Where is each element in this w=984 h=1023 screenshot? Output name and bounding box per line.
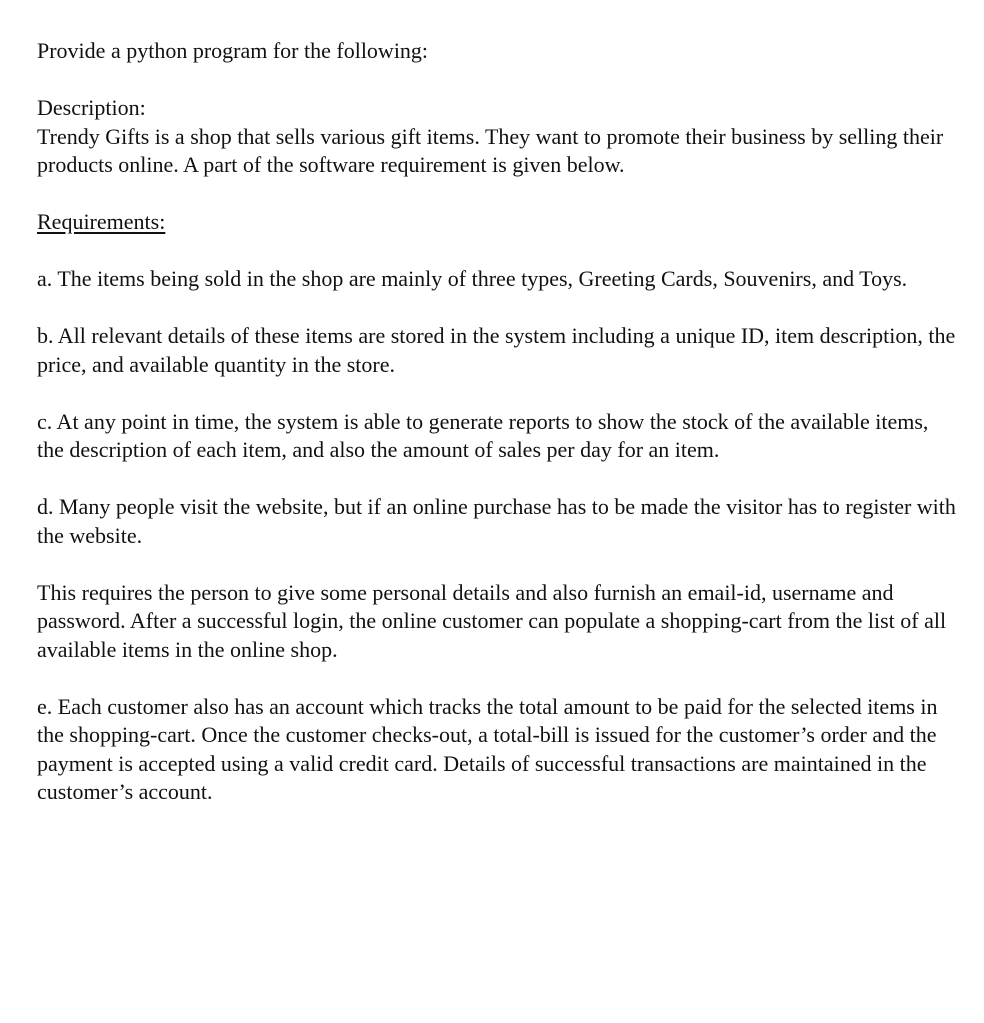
document-body bbox=[37, 37, 957, 835]
description-heading: Description: bbox=[37, 95, 146, 120]
requirement-d: d. Many people visit the website, but if an online purchase has to be made the visitor has to register with the website. bbox=[37, 494, 956, 548]
requirement-a: a. The items being sold in the shop are mainly of three types, Greeting Cards, Souvenirs, and Toys. bbox=[37, 266, 908, 291]
requirement-e: e. Each customer also has an account which tracks the total amount to be paid for the selected items in the shopping-cart. Once the customer checks-out, a total-bill is issued for the customer’s order and the payment is accepted using a valid credit card. Details of successful transactions are maintained in the customer’s account. bbox=[37, 693, 938, 804]
requirement-c: c. At any point in time, the system is able to generate reports to show the stock of the available items, the description of each item, and also the amount of sales per day for an item. bbox=[37, 408, 929, 462]
requirements-heading: Requirements: bbox=[37, 209, 166, 234]
intro-text: Provide a python program for the following: bbox=[37, 38, 429, 63]
requirement-d-continued: This requires the person to give some personal details and also furnish an email-id, username and password. After a successful login, the online customer can populate a shopping-cart from the list of all available items in the online shop. bbox=[37, 579, 947, 662]
description-text: Trendy Gifts is a shop that sells various gift items. They want to promote their business by selling their products online. A part of the software requirement is given below. bbox=[37, 123, 944, 177]
requirement-b: b. All relevant details of these items are stored in the system including a unique ID, item description, the price, and available quantity in the store. bbox=[37, 323, 956, 377]
